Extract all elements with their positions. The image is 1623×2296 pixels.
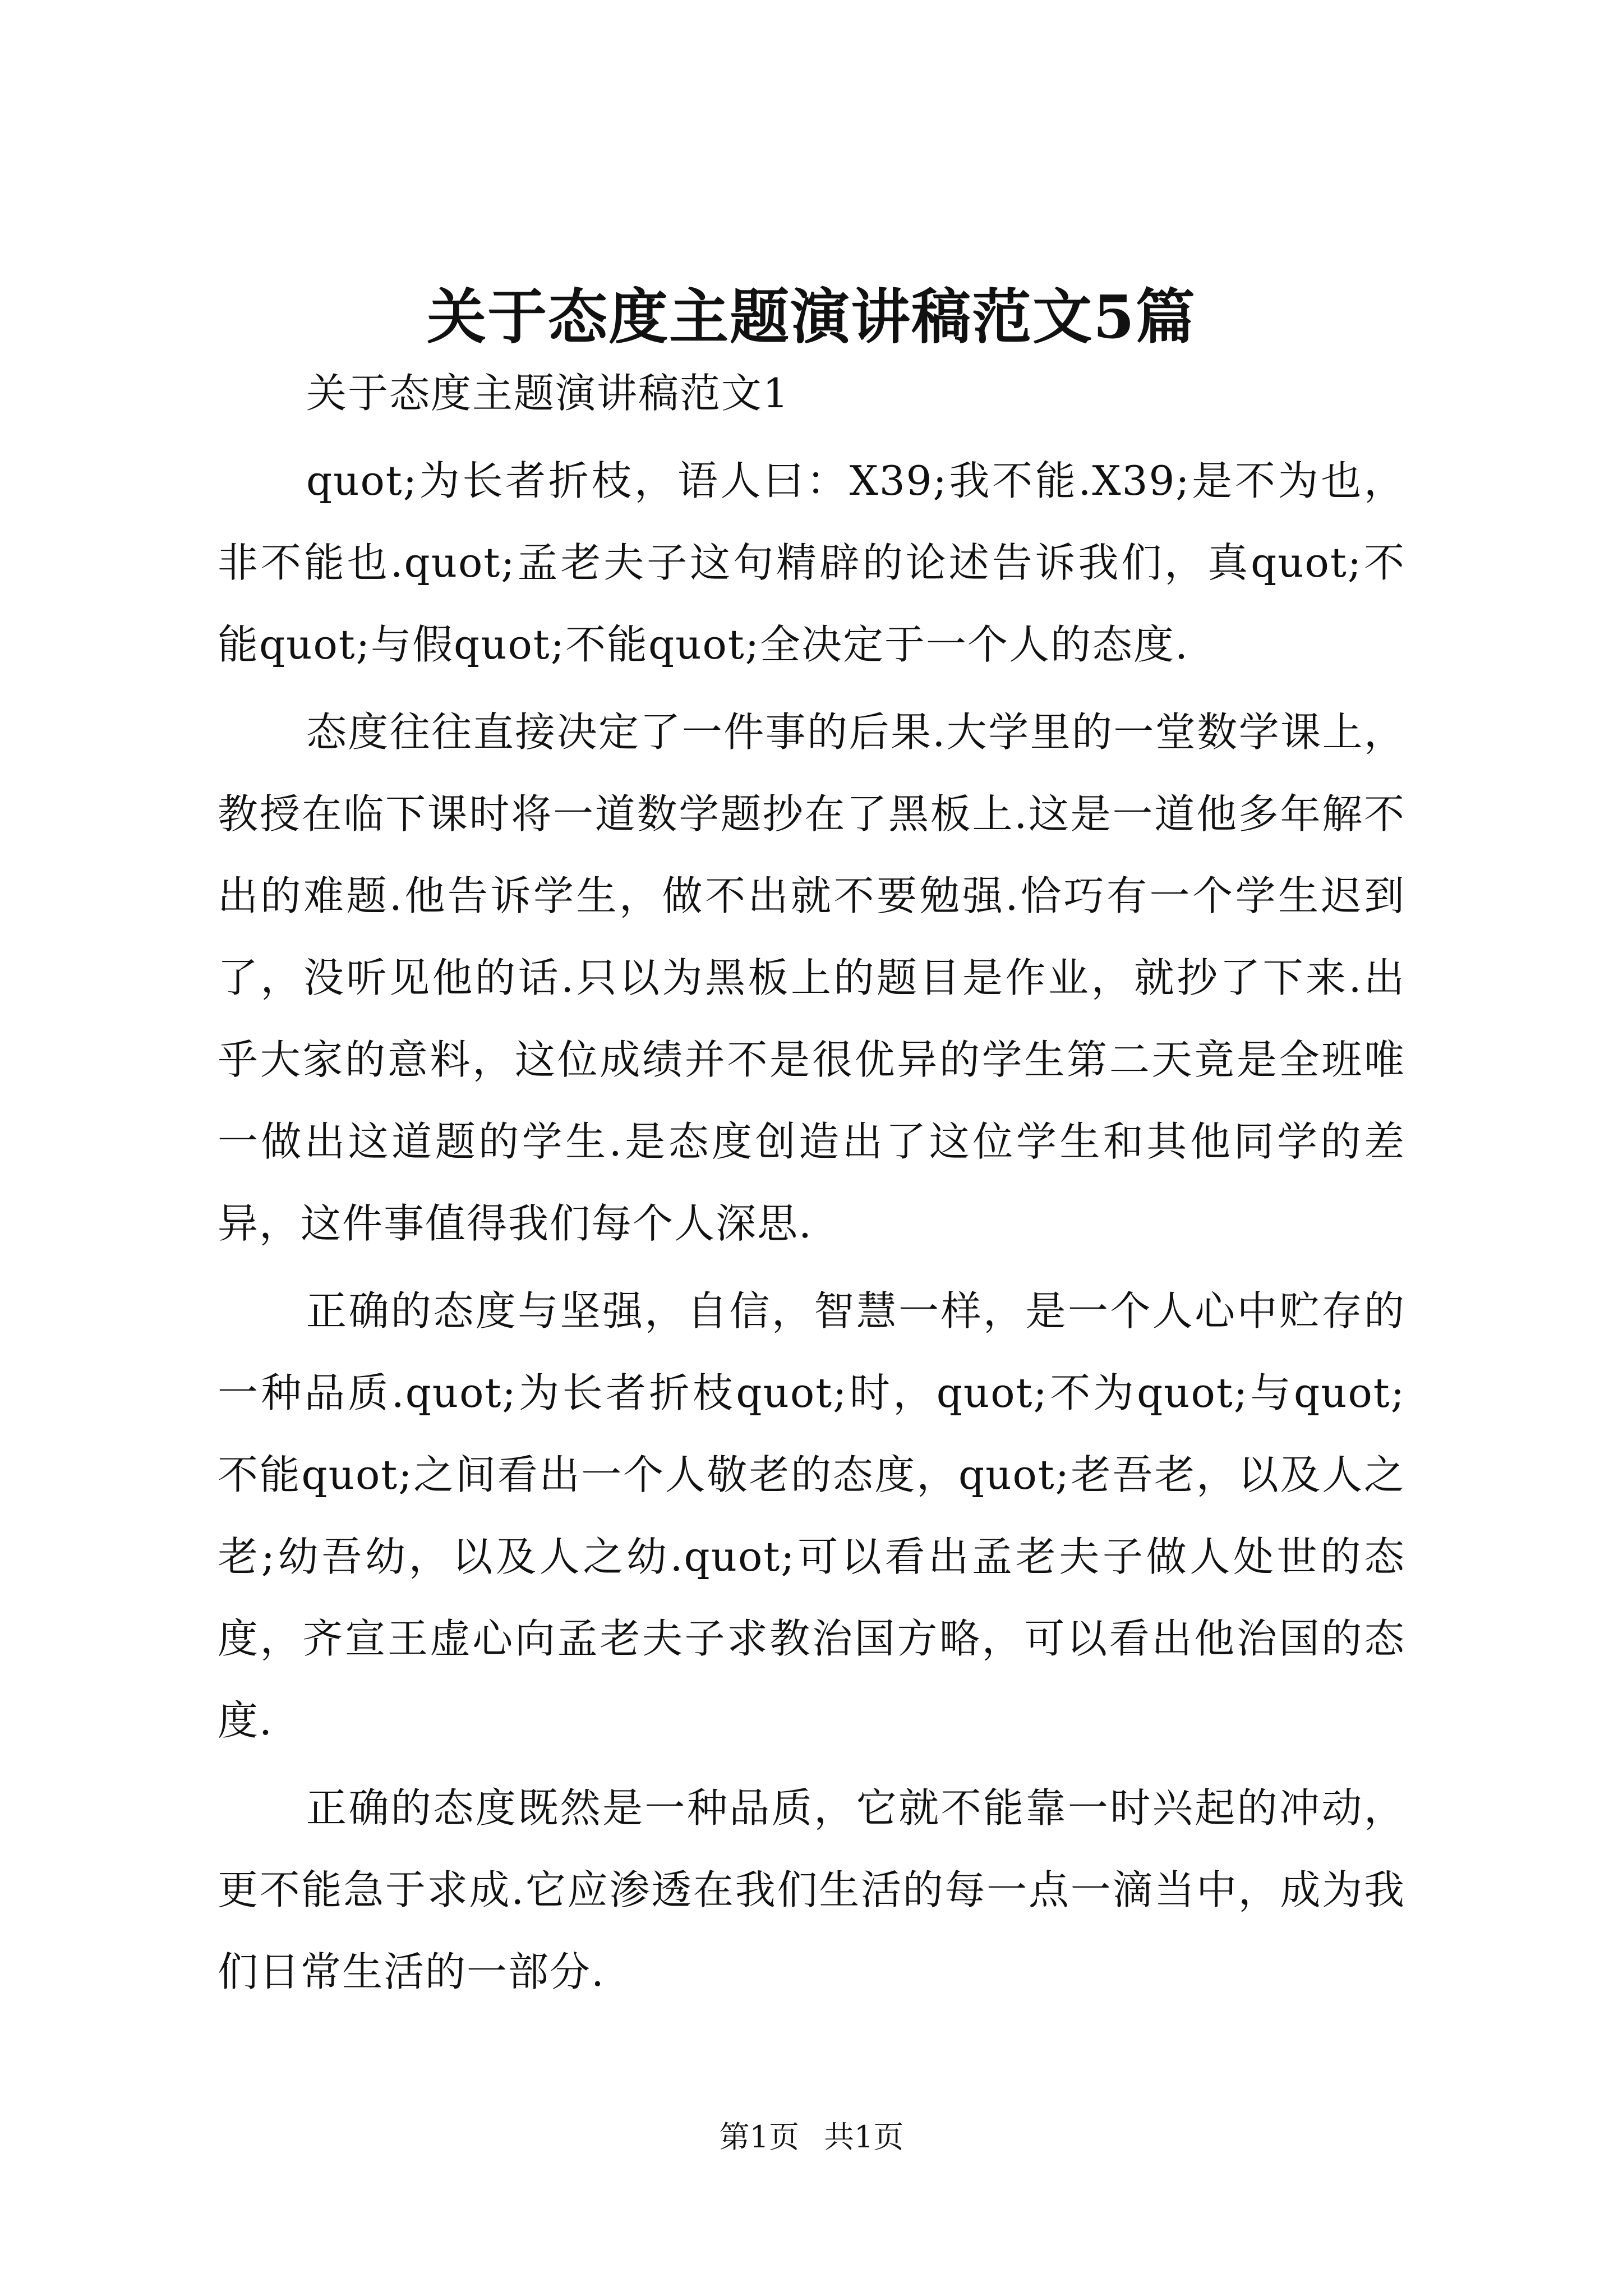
document-body	[218, 352, 1405, 2018]
paragraph-4: 正确的态度既然是一种品质，它就不能靠一时兴起的冲动，更不能急于求成.它应渗透在我们生活的每一点一滴当中，成为我们日常生活的一部分.	[218, 1784, 1405, 1995]
document-title: 关于态度主题演讲稿范文5篇	[427, 282, 1196, 352]
page-footer	[0, 2118, 1623, 2157]
paragraph-3: 正确的态度与坚强，自信，智慧一样，是一个人心中贮存的一种品质.quot;为长者折枝quot;时，quot;不为quot;与quot;不能quot;之间看出一个人敬老的态度，quot;老吾老，以及人之老;幼吾幼，以及人之幼.quot;可以看出孟老夫子做人处世的态度，齐宣王虚心向孟老夫子求教治国方略，可以看出他治国的态度.	[218, 1287, 1405, 1744]
paragraph-2: 态度往往直接决定了一件事的后果.大学里的一堂数学课上，教授在临下课时将一道数学题抄在了黑板上.这是一道他多年解不出的难题.他告诉学生，做不出就不要勉强.恰巧有一个学生迟到了，没听见他的话.只以为黑板上的题目是作业，就抄了下来.出乎大家的意料，这位成绩并不是很优异的学生第二天竟是全班唯一做出这道题的学生.是态度创造出了这位学生和其他同学的差异，这件事值得我们每个人深思.	[218, 708, 1405, 1247]
section-heading: 关于态度主题演讲稿范文1	[306, 370, 790, 417]
page-total: 共1页	[824, 2119, 904, 2155]
page-number: 第1页	[719, 2119, 799, 2155]
paragraph-1: quot;为长者折枝，语人曰：X39;我不能.X39;是不为也，非不能也.quot;孟老夫子这句精辟的论述告诉我们，真quot;不能quot;与假quot;不能quot;全决定于一个人的态度.	[218, 457, 1405, 668]
